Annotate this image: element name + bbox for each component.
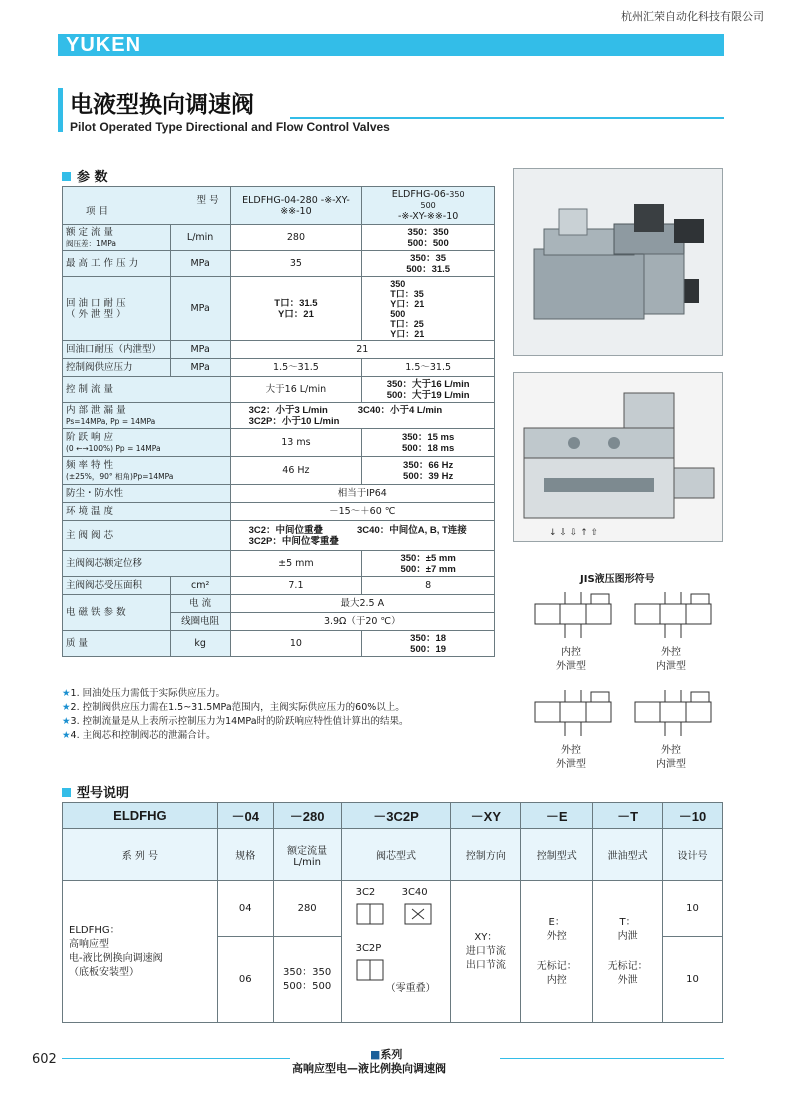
table-row: 额 定 流 量 阀压差：1MPa L/min 280 350：350 500：500 (63, 225, 495, 251)
table-row: 主阀阀芯额定位移 ±5 mm 350：±5 mm 500：±7 mm (63, 551, 495, 577)
series-desc: ELDFHG： 高响应型 电-液比例换向调速阀 （底板安装型） (63, 881, 218, 1023)
params-table (62, 186, 495, 657)
header-cell: 型 号 项 目 (63, 187, 231, 225)
page-subtitle: Pilot Operated Type Directional and Flow Control Valves (70, 120, 390, 134)
title-accent (58, 88, 63, 132)
table-row: 主 阀 阀 芯 3C2：中间位重叠 3C40：中间位A, B, T连接 3C2P：中间位零重叠 (63, 521, 495, 551)
jis-label-3: 外控 外泄型 (556, 745, 586, 770)
jis-symbol-2 (625, 590, 721, 642)
table-row: 主阀阀芯受压面积 cm² 7.1 8 (63, 577, 495, 595)
jis-symbol-1 (525, 590, 621, 642)
page-number: 602 (32, 1052, 57, 1067)
table-row: 电 磁 铁 参 数 电 流 最大2.5 A (63, 595, 495, 613)
col2-header: ELDFHG-06-350 500 -※-XY-※※-10 (362, 187, 495, 225)
footer-title: 高响应型电—液比例换向调速阀 (292, 1062, 446, 1075)
table-row: 最 高 工 作 压 力 MPa 35 350：35 500：31.5 (63, 251, 495, 277)
brand-logo: YUKEN (66, 34, 142, 56)
jis-label-2: 外控 内泄型 (656, 647, 686, 672)
title-rule (290, 117, 724, 119)
section-params-heading: 参 数 (62, 166, 108, 185)
jis-symbol-3 (525, 688, 621, 740)
col1-header: ELDFHG-04-280 -※-XY-※※-10 (230, 187, 362, 225)
table-row: 线圈电阻 3.9Ω（于20 ℃） (63, 613, 495, 631)
jis-label-4: 外控 内泄型 (656, 745, 686, 770)
table-row: 回 油 口 耐 压 （ 外 泄 型 ） MPa T口：31.5 Y口：21 350 T口：35 Y口：21 500 T口：25 Y口：21 (63, 277, 495, 341)
table-row: 回油口耐压（内泄型） MPa 21 (63, 341, 495, 359)
table-row: 阶 跃 响 应 (0 ←→100%) Pp = 14MPa 13 ms 350：15 ms 500：18 ms (63, 429, 495, 457)
jis-symbol-4 (625, 688, 721, 740)
brand-bar (58, 34, 724, 56)
table-row: 防尘・防水性 相当于IP64 (63, 485, 495, 503)
company-name: 杭州汇荣自动化科技有限公司 (621, 10, 764, 23)
table-row: 环 境 温 度 －15～＋60 ℃ (63, 503, 495, 521)
footer-rule-right (500, 1058, 724, 1059)
square-icon (62, 172, 71, 181)
footer-rule-left (62, 1058, 290, 1059)
svg-text:↓ ⇩ ⇩ ↑ ⇧: ↓ ⇩ ⇩ ↑ ⇧ (549, 528, 599, 538)
section-model-heading: 型号说明 (62, 782, 129, 801)
jis-symbols-title: JIS液压图形符号 (580, 574, 655, 585)
footnotes: ★1. 回油处压力需低于实际供应压力。 ★2. 控制阀供应压力需在1.5~31.5MPa范围内，主阀实际供应压力的60%以上。 ★3. 控制流量是从上表所示控制压力为14MPa时的阶跃响应特性值计算出的结果。 ★4. 主阀芯和控制阀芯的泄漏合计。 (62, 688, 409, 741)
footer-series: ■系列 (370, 1048, 403, 1061)
product-photo (513, 168, 723, 356)
table-row: 控 制 流 量 大于16 L/min 350：大于16 L/min 500：大于19 L/min (63, 377, 495, 403)
square-icon (62, 788, 71, 797)
model-code-table: ELDFHG －04 －280 －3C2P －XY －E －T －10 系 列 号 规格 额定流量 L/min 阀芯型式 控制方向 控制型式 泄油型式 设计号 ELDFHG： 高响应型 电-液比例换向调速阀 （底板安装型） 04 280 3C2 3C40 3C2P （零重叠） XY： 进口节流 出口节流 E： 外控 无标记： 内控 T： 内泄 无标记： 外泄 10 06 350：350 500：500 10 (62, 802, 723, 1023)
table-row: 内 部 泄 漏 量 Ps=14MPa, Pp = 14MPa 3C2：小于3 L/min 3C40：小于4 L/min 3C2P：小于10 L/min (63, 403, 495, 429)
table-row: 质 量 kg 10 350：18 500：19 (63, 631, 495, 657)
section-drawing (513, 372, 723, 542)
spool-types: 3C2 3C40 3C2P （零重叠） (341, 881, 451, 1023)
page-title: 电液型换向调速阀 (70, 92, 254, 118)
table-row: 频 率 特 性 (±25%，90° 相角)Pp=14MPa 46 Hz 350：66 Hz 500：39 Hz (63, 457, 495, 485)
jis-label-1: 内控 外泄型 (556, 647, 586, 672)
table-row: 控制阀供应压力 MPa 1.5～31.5 1.5～31.5 (63, 359, 495, 377)
